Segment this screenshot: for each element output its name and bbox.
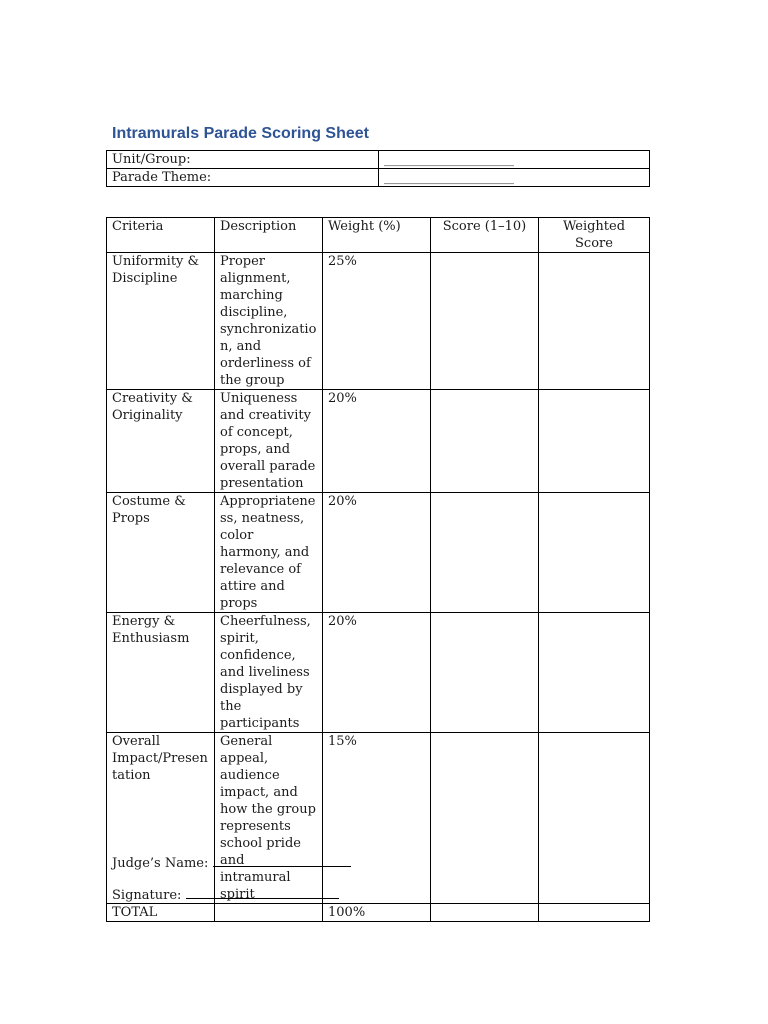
scoring-table [106, 217, 650, 922]
description-cell: Appropriateness, neatness, color harmony, and relevance of attire and props [215, 493, 323, 613]
header-weighted-score: Weighted Score [539, 218, 650, 253]
weighted-score-cell[interactable] [539, 733, 650, 904]
table-row [107, 493, 650, 613]
signature-blank[interactable] [186, 887, 339, 899]
description-cell: Cheerfulness, spirit, confidence, and liveliness displayed by the participants [215, 613, 323, 733]
score-cell[interactable] [431, 613, 539, 733]
criteria-cell: Energy & Enthusiasm [107, 613, 215, 733]
judge-name-blank[interactable] [213, 855, 351, 867]
weighted-score-cell[interactable] [539, 493, 650, 613]
weighted-score-cell[interactable] [539, 613, 650, 733]
description-cell: Proper alignment, marching discipline, synchronization, and orderliness of the group [215, 253, 323, 390]
table-header-row [107, 218, 650, 253]
weight-cell: 20% [323, 493, 431, 613]
total-description-cell [215, 904, 323, 922]
info-table [106, 150, 650, 187]
signature-line [112, 887, 339, 903]
page-title: Intramurals Parade Scoring Sheet [112, 125, 369, 142]
weight-cell: 20% [323, 390, 431, 493]
header-score: Score (1–10) [431, 218, 539, 253]
info-row-parade-theme [107, 169, 650, 187]
weighted-score-cell[interactable] [539, 253, 650, 390]
info-value-blank[interactable]: ____________________ [379, 169, 650, 187]
total-row [107, 904, 650, 922]
header-description: Description [215, 218, 323, 253]
score-cell[interactable] [431, 493, 539, 613]
score-cell[interactable] [431, 390, 539, 493]
score-cell[interactable] [431, 733, 539, 904]
weighted-score-cell[interactable] [539, 390, 650, 493]
total-score-cell[interactable] [431, 904, 539, 922]
judge-name-label: Judge’s Name: [112, 856, 209, 871]
header-weight: Weight (%) [323, 218, 431, 253]
weight-cell: 20% [323, 613, 431, 733]
description-cell: General appeal, audience impact, and how the group represents school pride and intramural spirit [215, 733, 323, 904]
criteria-cell: Uniformity & Discipline [107, 253, 215, 390]
header-criteria: Criteria [107, 218, 215, 253]
table-row [107, 733, 650, 904]
weight-cell: 15% [323, 733, 431, 904]
signature-label: Signature: [112, 888, 182, 903]
criteria-cell: Overall Impact/Presentation [107, 733, 215, 904]
table-row [107, 613, 650, 733]
judge-name-line [112, 855, 351, 871]
criteria-cell: Creativity & Originality [107, 390, 215, 493]
total-weighted-score-cell[interactable] [539, 904, 650, 922]
score-cell[interactable] [431, 253, 539, 390]
criteria-cell: Costume & Props [107, 493, 215, 613]
total-label-cell: TOTAL [107, 904, 215, 922]
table-row [107, 390, 650, 493]
table-row [107, 253, 650, 390]
total-weight-cell: 100% [323, 904, 431, 922]
info-value-blank[interactable]: ____________________ [379, 151, 650, 169]
info-row-unit-group [107, 151, 650, 169]
info-label: Unit/Group: [107, 151, 379, 169]
info-label: Parade Theme: [107, 169, 379, 187]
weight-cell: 25% [323, 253, 431, 390]
description-cell: Uniqueness and creativity of concept, props, and overall parade presentation [215, 390, 323, 493]
